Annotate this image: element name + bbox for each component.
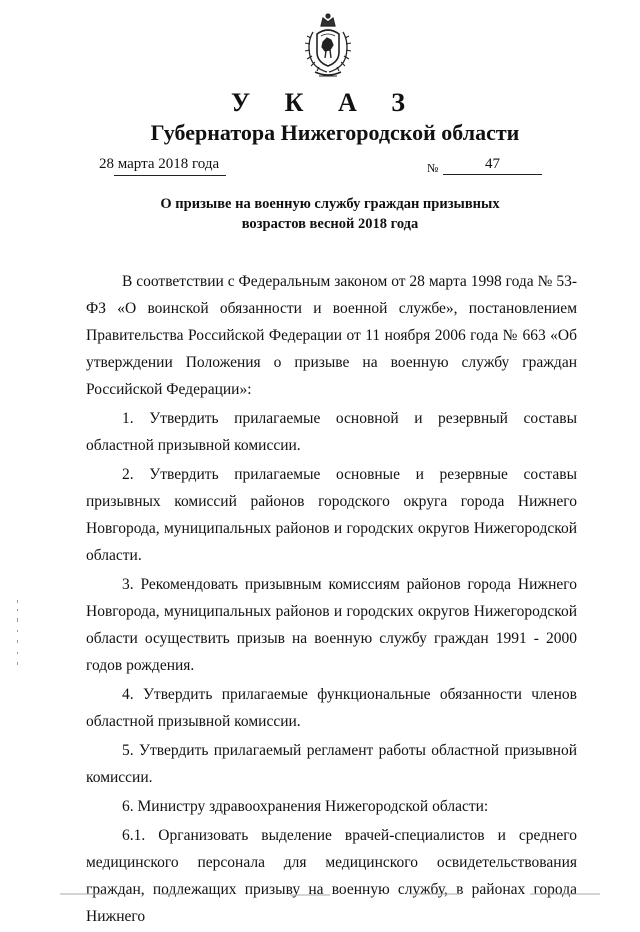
document-number: 47 — [443, 156, 542, 175]
clause-paragraph-1: 1. Утвердить прилагаемые основной и резервный составы областной призывной комиссии. — [86, 410, 577, 454]
clause-paragraph-2: 2. Утвердить прилагаемые основные и резервные составы призывных комиссий районов городского округа города Нижнего Новгорода, муниципальных районов и городских округов Нижегородской области. — [86, 466, 577, 564]
clause-paragraph-6-1: 6.1. Организовать выделение врачей-специалистов и среднего медицинского персонала для медицинского освидетельствования граждан, подлежащих призыву на военную службу, в районах города Нижнего — [86, 827, 577, 925]
preamble-paragraph: В соответствии с Федеральным законом от 28 марта 1998 года № 53-ФЗ «О воинской обязанности и военной службе», постановлением Правительства Российской Федерации от 11 ноября 2006 года № 663 «Об утверждении Положения о призыве на военную службу граждан Российской Федерации»: — [86, 273, 577, 398]
date-text: 28 марта 2018 года — [99, 156, 220, 172]
coat-of-arms-icon — [301, 12, 355, 80]
issuer-title: Губернатора Нижегородской области — [150, 120, 520, 145]
document-subject: О призыве на военную службу граждан призывных возрастов весной 2018 года — [160, 196, 500, 232]
document-type-title: У К А З — [231, 88, 419, 117]
document-body — [86, 268, 577, 932]
clause-paragraph-6: 6. Министру здравоохранения Нижегородской области: — [122, 798, 489, 815]
clause-paragraph-5: 5. Утвердить прилагаемый регламент работы областной призывной комиссии. — [86, 742, 577, 786]
date-underline — [114, 175, 226, 176]
scan-bottom-marks — [0, 890, 640, 898]
clause-paragraph-3: 3. Рекомендовать призывным комиссиям районов города Нижнего Новгорода, муниципальных районов и городских округов Нижегородской области осуществить призыв на военную службу граждан 1991 - 2000 годов рождения. — [86, 576, 577, 674]
number-label: № — [427, 161, 439, 175]
document-date — [99, 156, 219, 173]
scan-margin-marks — [17, 600, 19, 670]
clause-paragraph-4: 4. Утвердить прилагаемые функциональные обязанности членов областной призывной комиссии. — [86, 686, 577, 730]
